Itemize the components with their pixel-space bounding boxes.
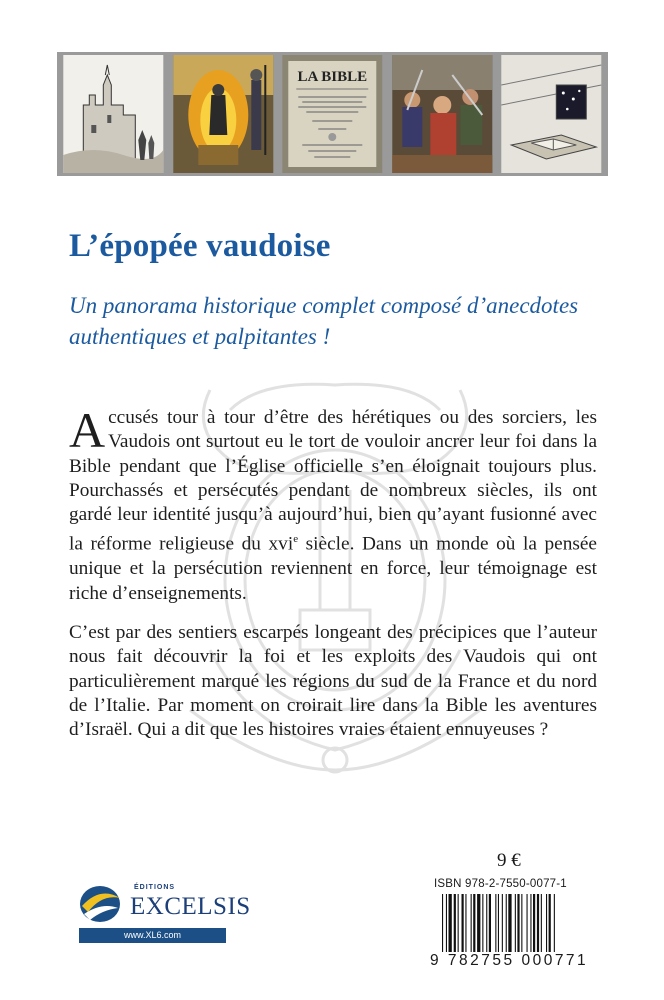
paragraph-1-text: ccusés tour à tour d’être des hérétiques ou des sorciers, les Vaudois ont surtout eu le tort de vouloir ancrer leur foi dans la Bible pendant que l’Église officielle s’en éloignait toujours plus. Pourchassés et persécutés pendant de nombreux siècles, ils ont gardé leur identité jusqu’à aujourd’hui, bien qu’ayant fusionné avec la réforme religieuse du xvi [69, 407, 597, 555]
book-subtitle: Un panorama historique complet composé d’anecdotes authentiques et palpitantes ! [69, 293, 579, 349]
burning-at-stake-illustration [170, 55, 277, 173]
persecution-crowd-painting [389, 55, 496, 173]
publisher-name: EXCELSIS [130, 893, 251, 920]
isbn-label: ISBN 978-2-7550-0077-1 [434, 878, 567, 890]
price: 9 € [497, 850, 521, 871]
book-title: L’épopée vaudoise [69, 228, 331, 264]
publisher-url[interactable]: www.XL6.com [79, 928, 226, 943]
summary-paragraph-1 [69, 402, 597, 606]
drop-cap: A [69, 402, 106, 458]
barcode-icon [440, 894, 602, 954]
barcode-digits: 9 782755 000771 [430, 952, 589, 969]
publisher-small-label: ÉDITIONS [134, 884, 176, 891]
bible-title-page [279, 55, 386, 173]
paragraph-1-text-end: siècle. Dans un monde où la pensée unique et la persécution reviennent en force, leur témoignage est riche d’enseignements. [69, 533, 597, 604]
summary-paragraph-2: C’est par des sentiers escarpés longeant des précipices que l’auteur nous fait découvrir la foi et les exploits des Vaudois qui ont particulièrement marqué les régions du sud de la France et du nord de l’Italie. Par moment on croirait lire dans la Bible les aventures d’Israël. Qui a dit que les histoires vraies étaient ennuyeuses ? [69, 622, 597, 741]
century-superscript: e [293, 533, 299, 546]
reading-bible-interior-illustration [498, 55, 605, 173]
bible-title-text: LA BIBLE [297, 69, 368, 85]
image-strip [57, 52, 608, 176]
castle-illustration [60, 55, 167, 173]
